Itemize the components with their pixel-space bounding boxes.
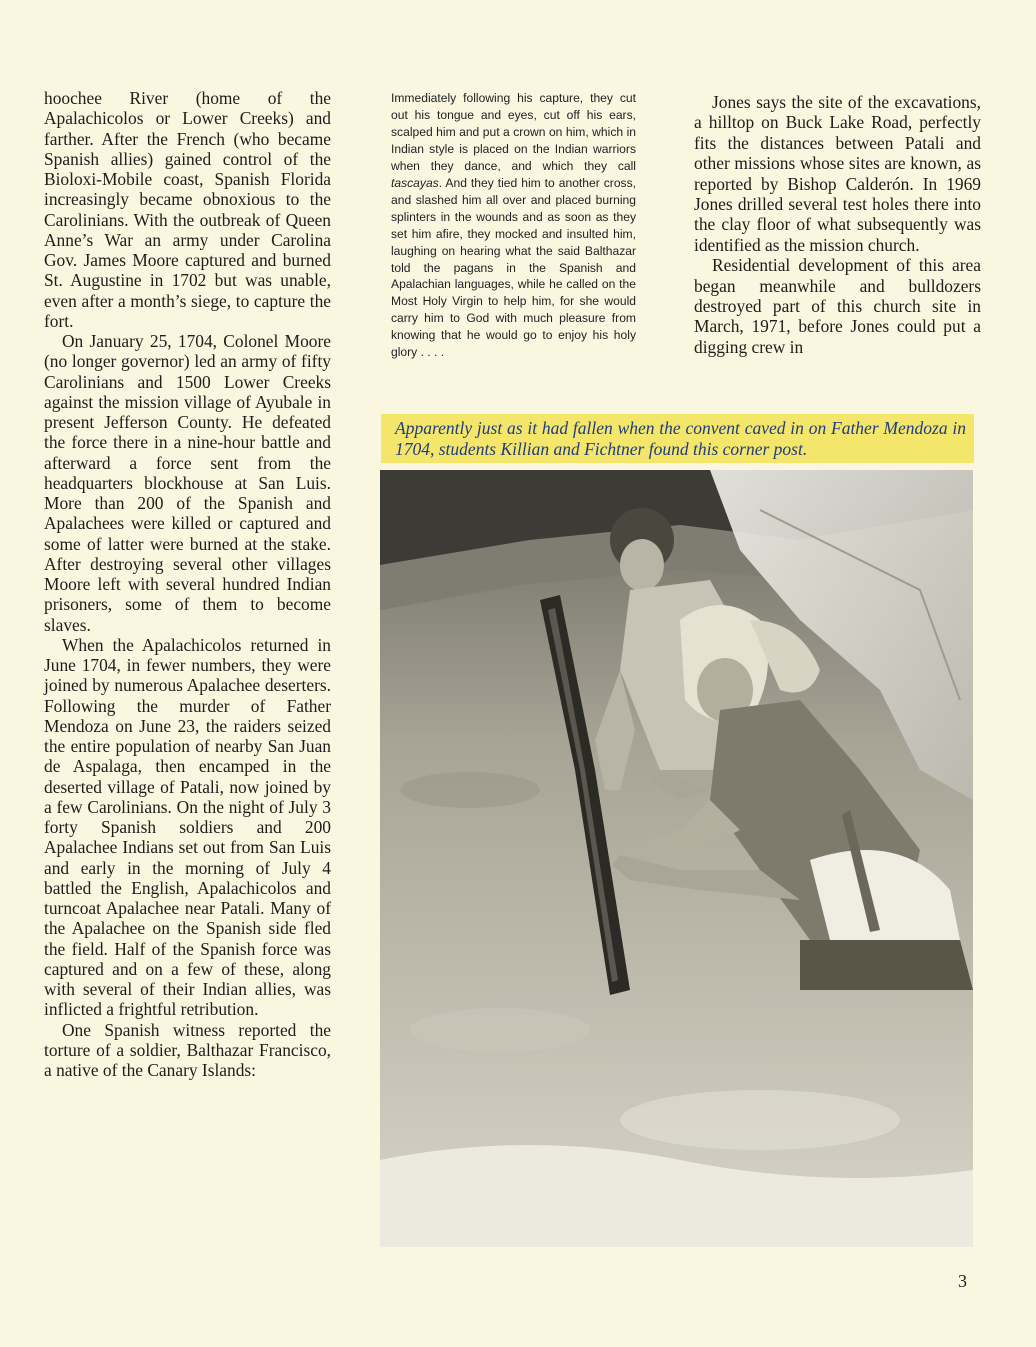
witness-quote-block (391, 90, 636, 361)
paragraph-5: Jones says the site of the excavations, a hilltop on Buck Lake Road, perfectly fits the distances between Patali and other missions whose sites are known, as reported by Bishop Calderón. In 1969 Jones drilled several test holes there into the clay floor of what subsequently was identified as the mission church. (694, 92, 981, 255)
paragraph-1: hoochee River (home of the Apalachicolos or Lower Creeks) and farther. After the French (who became Spanish allies) gained control of the Bioloxi-Mobile coast, Spanish Florida increasingly became obnoxious to the Carolinians. With the outbreak of Queen Anne’s War an army under Carolina Gov. James Moore captured and burned St. Augustine in 1702 but was unable, even after a month’s siege, to capture the fort. (44, 88, 331, 331)
quote-text-after: . And they tied him to another cross, and slashed him all over and placed burning splinters in the wounds and as soon as they set him afire, they mocked and insulted him, laughing on hearing what the said Balthazar told the pagans in the Spanish and Apalachian languages, while he called on the Most Holy Virgin to help him, for she would carry him to God with much pleasure from knowing that he would go to enjoy his holy glory . . . . (391, 175, 636, 360)
page-number: 3 (958, 1271, 967, 1291)
article-column-right (694, 92, 981, 357)
paragraph-4: One Spanish witness reported the torture of a soldier, Balthazar Francisco, a native of the Canary Islands: (44, 1019, 331, 1080)
quote-text-before: Immediately following his capture, they cut out his tongue and eyes, cut off his ears, scalped him and put a crown on him, which in Indian style is placed on the Indian warriors when they dance, and which they call (391, 91, 636, 173)
paragraph-6: Residential development of this area began meanwhile and bulldozers destroyed part of this church site in March, 1971, before Jones could put a digging crew in (694, 255, 981, 357)
article-column-left (44, 88, 331, 1080)
excavation-photo (380, 470, 973, 1247)
quote-italic-term: tascayas (391, 175, 439, 190)
paragraph-3: When the Apalachicolos returned in June 1704, in fewer numbers, they were joined by numerous Apalachee deserters. Following the murder of Father Mendoza on June 23, the raiders seized the entire population of nearby San Juan de Aspalaga, then encamped in the deserted village of Patali, now joined by a few Carolinians. On the night of July 3 forty Spanish soldiers and 200 Apalachee Indians set out from San Luis and early in the morning of July 4 battled the English, Apalachicolos and turncoat Apalachee near Patali. Many of the Apalachee on the Spanish side fled the field. Half of the Spanish force was captured and on a few of these, along with several of their Indian allies, was inflicted a frightful retribution. (44, 634, 331, 1020)
photo-caption: Apparently just as it had fallen when the convent caved in on Father Mendoza in 1704, students Killian and Fichtner found this corner post. (381, 414, 974, 463)
paragraph-2: On January 25, 1704, Colonel Moore (no longer governor) led an army of fifty Carolinians and 1500 Lower Creeks against the mission village of Ayubale in present Jefferson County. He defeated the force there in a nine-hour battle and afterward a force sent from the headquarters blockhouse at San Luis. More than 200 of the Spanish and Apalachees were killed or captured and some of latter were burned at the stake. After destroying several other villages Moore left with several hundred Indian prisoners, some of them to become slaves. (44, 331, 331, 635)
